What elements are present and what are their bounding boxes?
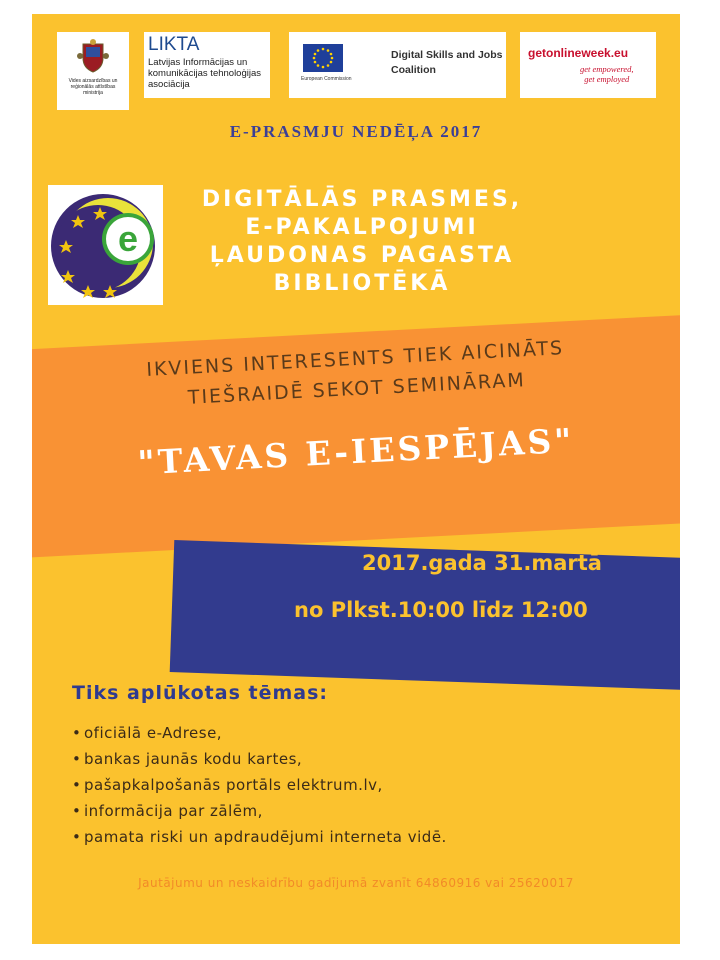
bullet-icon: • <box>72 828 82 846</box>
event-date: 2017.gada 31.martā <box>362 551 602 575</box>
bullet-icon: • <box>72 724 82 742</box>
ministry-caption: Vides aizsardzības un reģionālās attīstības ministrija <box>68 78 118 96</box>
e-skills-logo <box>48 185 163 305</box>
topics-title: Tiks aplūkotas tēmas: <box>72 682 328 704</box>
getonlineweek-logo <box>520 32 656 98</box>
topic-text: oficiālā e-Adrese, <box>84 724 223 742</box>
ministry-logo <box>57 32 129 110</box>
bullet-icon: • <box>72 776 82 794</box>
svg-text:e: e <box>117 218 139 259</box>
likta-name: LIKTA <box>148 34 200 55</box>
likta-logo <box>144 32 270 98</box>
headline-line-4: BIBLIOTĒKĀ <box>273 271 451 296</box>
bullet-icon: • <box>72 802 82 820</box>
topic-text: pamata riski un apdraudējumi interneta vidē. <box>84 828 447 846</box>
coat-of-arms-icon <box>77 38 109 74</box>
eu-flag-icon <box>303 44 343 72</box>
tagline-line-1: get empowered, <box>580 64 634 74</box>
headline-line-1: DIGITĀLĀS PRASMES, <box>201 187 523 212</box>
getonlineweek-tagline <box>580 64 634 84</box>
tagline-line-2: get employed <box>584 74 630 84</box>
list-item <box>72 746 447 772</box>
topic-text: informācija par zālēm, <box>84 802 263 820</box>
topic-text: bankas jaunās kodu kartes, <box>84 750 303 768</box>
invite-line-2: TIEŠRAIDĒ SEKOT SEMINĀRAM <box>187 369 527 409</box>
list-item <box>72 772 447 798</box>
week-title: E-PRASMJU NEDĒĻA 2017 <box>229 122 483 141</box>
topic-text: pašapkalpošanās portāls elektrum.lv, <box>84 776 383 794</box>
invite-line-1: IKVIENS INTERESENTS TIEK AICINĀTS <box>145 337 565 381</box>
list-item <box>72 720 447 746</box>
topics-list <box>72 720 447 850</box>
e-skills-logo-icon <box>48 185 163 305</box>
poster <box>32 14 680 944</box>
bullet-icon: • <box>72 750 82 768</box>
likta-subtitle: Latvijas Informācijas un komunikācijas tehnoloģijas asociācija <box>148 57 262 90</box>
list-item <box>72 824 447 850</box>
headline-line-2: E-PAKALPOJUMI <box>245 215 479 240</box>
list-item <box>72 798 447 824</box>
contact-info: Jautājumu un neskaidrību gadījumā zvanīt 64860916 vai 25620017 <box>138 876 574 890</box>
dsjc-text: Digital Skills and Jobs Coalition <box>391 49 503 76</box>
ec-caption: European Commission <box>301 76 352 82</box>
seminar-title: "TAVAS E-IESPĒJAS" <box>136 420 576 483</box>
dsjc-logo <box>289 32 506 98</box>
headline <box>162 186 562 298</box>
headline-line-3: ĻAUDONAS PAGASTA <box>209 243 515 268</box>
event-time: no Plkst.10:00 līdz 12:00 <box>294 598 588 622</box>
getonlineweek-name: getonlineweek.eu <box>528 46 629 60</box>
